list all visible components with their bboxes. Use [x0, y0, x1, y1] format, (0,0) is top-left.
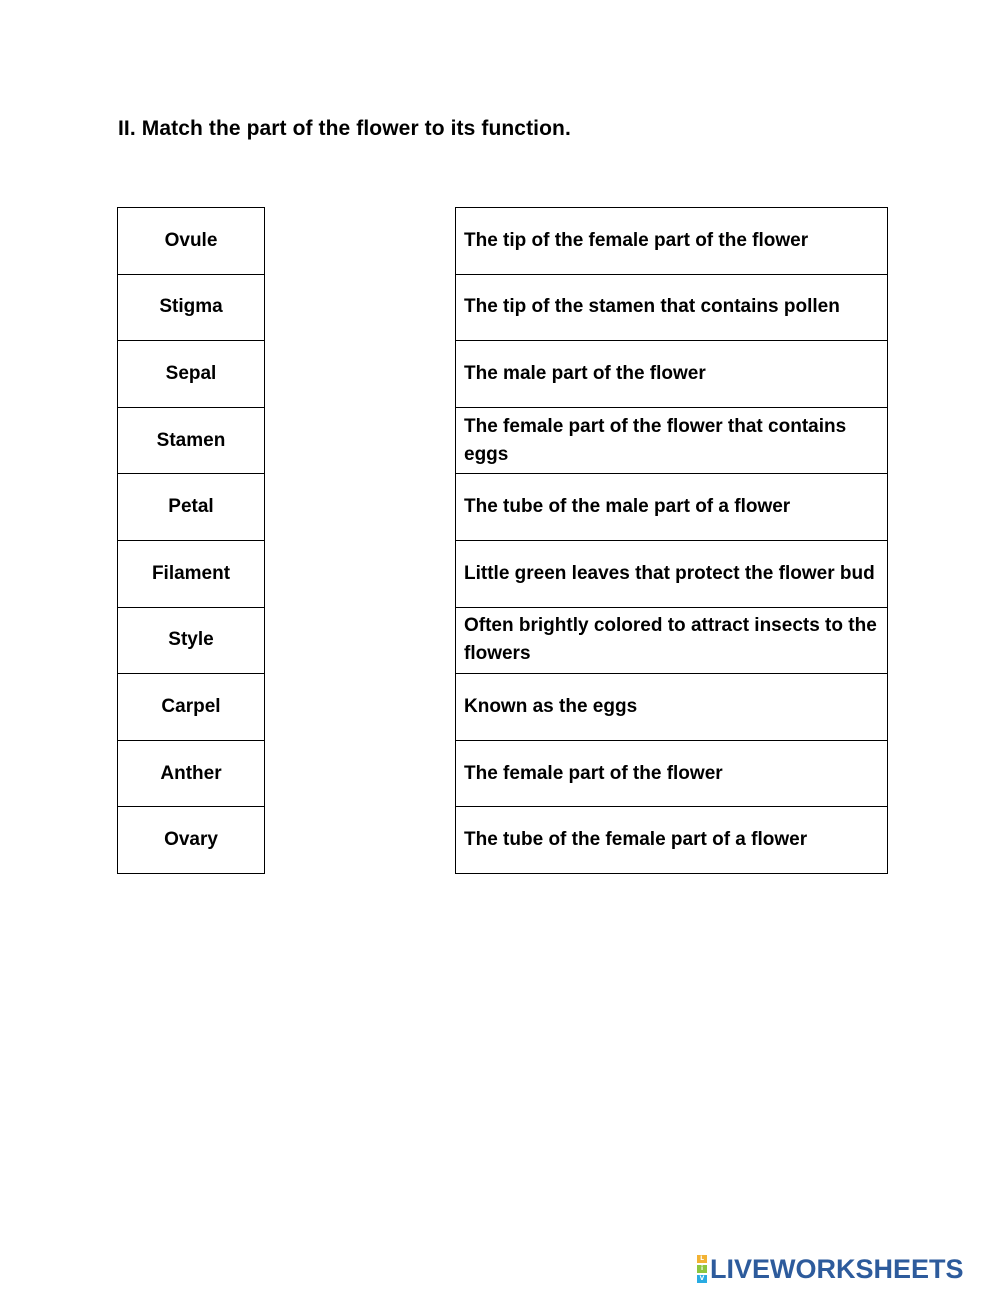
logo-block: L [697, 1255, 707, 1263]
function-cell[interactable]: The male part of the flower [456, 341, 888, 408]
part-cell[interactable]: Stigma [118, 274, 265, 341]
function-cell[interactable]: The tube of the female part of a flower [456, 807, 888, 874]
part-cell[interactable]: Petal [118, 474, 265, 541]
function-cell[interactable]: The female part of the flower [456, 740, 888, 807]
part-cell[interactable]: Ovule [118, 208, 265, 275]
function-cell[interactable]: Known as the eggs [456, 674, 888, 741]
part-cell[interactable]: Ovary [118, 807, 265, 874]
part-cell[interactable]: Sepal [118, 341, 265, 408]
part-cell[interactable]: Carpel [118, 674, 265, 741]
function-cell[interactable]: Little green leaves that protect the flower bud [456, 540, 888, 607]
function-cell[interactable]: The tip of the stamen that contains pollen [456, 274, 888, 341]
part-cell[interactable]: Filament [118, 540, 265, 607]
logo-blocks-icon [697, 1254, 707, 1284]
function-cell[interactable]: The female part of the flower that contains eggs [456, 407, 888, 474]
function-cell[interactable]: Often brightly colored to attract insects to the flowers [456, 607, 888, 674]
worksheet-heading: II. Match the part of the flower to its function. [118, 117, 571, 140]
part-cell[interactable]: Style [118, 607, 265, 674]
flower-functions-table [455, 207, 888, 874]
part-cell[interactable]: Anther [118, 740, 265, 807]
liveworksheets-logo [697, 1254, 964, 1284]
flower-parts-table [117, 207, 265, 874]
logo-block: V [697, 1275, 707, 1283]
function-cell[interactable]: The tip of the female part of the flower [456, 208, 888, 275]
function-cell[interactable]: The tube of the male part of a flower [456, 474, 888, 541]
part-cell[interactable]: Stamen [118, 407, 265, 474]
logo-block: i [697, 1265, 707, 1273]
logo-text: LIVEWORKSHEETS [710, 1253, 964, 1284]
